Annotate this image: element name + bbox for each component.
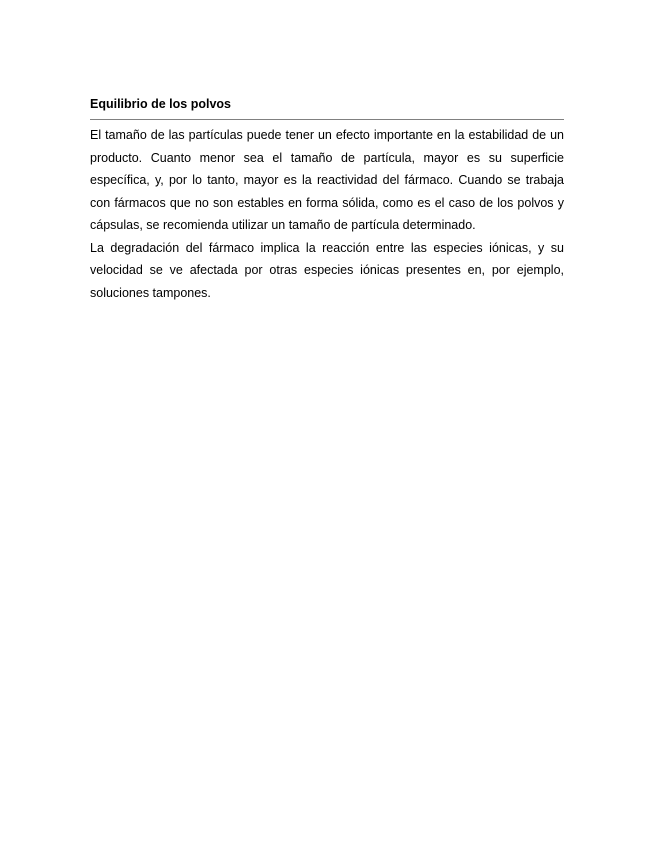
paragraph-particle-size: El tamaño de las partículas puede tener un efecto importante en la estabilidad de un producto. Cuanto menor sea el tamaño de partícula, mayor es su superficie específica, y, por lo tanto, mayor es la reactividad del fármaco. Cuando se trabaja con fármacos que no son estables en forma sólida, como es el caso de los polvos y cápsulas, se recomienda utilizar un tamaño de partícula determinado. — [90, 128, 564, 232]
document-content — [90, 95, 564, 304]
paragraph-drug-degradation: La degradación del fármaco implica la reacción entre las especies iónicas, y su velocidad se ve afectada por otras especies iónicas presentes en, por ejemplo, soluciones tampones. — [90, 240, 564, 300]
section-heading: Equilibrio de los polvos — [90, 95, 564, 120]
